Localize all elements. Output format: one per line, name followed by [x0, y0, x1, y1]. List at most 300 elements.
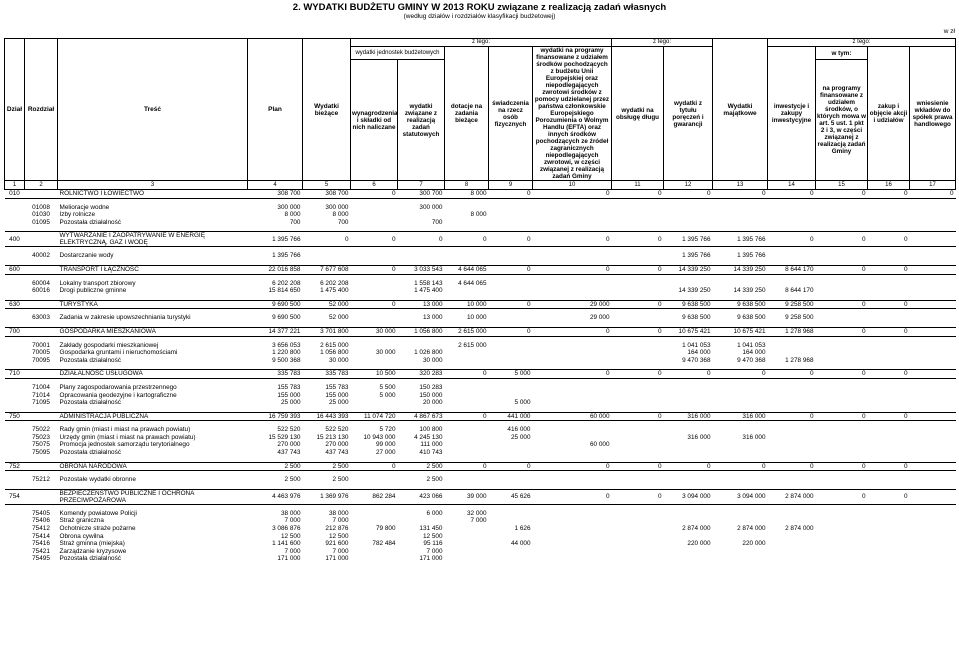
value-cell: 60 000: [533, 412, 612, 421]
header-z-tego-3: z tego:: [768, 39, 956, 47]
value-cell: 1 395 766: [713, 232, 768, 247]
dzial-cell: [5, 211, 25, 219]
column-number: 4: [248, 181, 303, 190]
value-cell: 14 339 250: [733, 287, 766, 295]
subsection-row: [5, 314, 956, 322]
tresc-cell: Lokalny transport zbiorowy: [59, 279, 136, 287]
value-cell: 16 759 393: [248, 412, 303, 421]
value-cell: 3 033 543: [398, 265, 445, 274]
value-cell: 4 644 065: [458, 279, 487, 287]
value-cell: 5 500: [379, 383, 396, 391]
value-cell: 0: [868, 232, 910, 247]
value-cell: 300 000: [277, 203, 301, 211]
value-cell: 12 500: [328, 532, 349, 540]
value-cell: 316 000: [664, 412, 713, 421]
value-cell: [868, 540, 910, 548]
value-cell: [713, 426, 768, 434]
dzial-cell: [5, 449, 25, 457]
value-cell: [445, 357, 489, 365]
dzial-cell: 600: [5, 265, 25, 274]
value-cell: [351, 357, 398, 365]
value-cell: 300 000: [419, 203, 443, 211]
value-cell: 3 656 053: [272, 341, 301, 349]
subsection-row: [5, 204, 956, 212]
rozdzial-cell: 75412: [32, 525, 50, 533]
value-cell: [816, 287, 868, 295]
dzial-cell: [5, 399, 25, 407]
value-cell: [533, 517, 612, 525]
value-cell: [489, 219, 533, 227]
value-cell: [713, 392, 768, 400]
value-cell: [533, 211, 612, 219]
value-cell: 38 000: [328, 509, 349, 517]
rozdzial-cell: 40002: [32, 252, 50, 260]
value-cell: 32 000: [466, 509, 487, 517]
value-cell: [612, 392, 664, 400]
dzial-cell: [5, 540, 25, 548]
value-cell: [910, 342, 956, 350]
value-cell: 9 638 500: [713, 300, 768, 309]
rozdzial-cell: [25, 232, 58, 247]
value-cell: [533, 349, 612, 357]
value-cell: [910, 399, 956, 407]
dzial-cell: [5, 533, 25, 541]
value-cell: 0: [816, 370, 868, 379]
value-cell: [910, 370, 956, 379]
dzial-cell: 400: [5, 232, 25, 247]
rozdzial-cell: 75416: [32, 540, 50, 548]
value-cell: [816, 211, 868, 219]
value-cell: [664, 548, 713, 556]
value-cell: 0: [612, 489, 664, 504]
value-cell: [612, 525, 664, 533]
value-cell: [868, 517, 910, 525]
value-cell: [816, 449, 868, 457]
value-cell: [868, 449, 910, 457]
value-cell: [910, 548, 956, 556]
value-cell: 0: [868, 190, 910, 199]
value-cell: [910, 412, 956, 421]
value-cell: 0: [612, 300, 664, 309]
rozdzial-cell: 75075: [32, 441, 50, 449]
value-cell: 7 000: [426, 547, 443, 555]
value-cell: [910, 489, 956, 504]
tresc-cell: DZIAŁALNOŚĆ USŁUGOWA: [58, 370, 248, 379]
value-cell: 0: [445, 462, 489, 471]
tresc-cell: Rady gmin (miast i miast na prawach powiatu): [59, 426, 191, 434]
section-row: [5, 370, 956, 379]
rozdzial-cell: [25, 370, 58, 379]
value-cell: 0: [768, 412, 816, 421]
value-cell: 423 066: [398, 489, 445, 504]
tresc-cell: Obrona cywilna: [59, 532, 104, 540]
dzial-cell: [5, 342, 25, 350]
value-cell: [713, 449, 768, 457]
value-cell: 7 000: [332, 547, 349, 555]
rozdzial-cell: 75095: [32, 449, 50, 457]
value-cell: 79 800: [375, 525, 396, 533]
value-cell: [868, 525, 910, 533]
value-cell: 0: [664, 462, 713, 471]
value-cell: [445, 349, 489, 357]
value-cell: 0: [398, 232, 445, 247]
tresc-cell: Straż graniczna: [59, 517, 104, 525]
dzial-cell: [5, 314, 25, 322]
value-cell: [612, 555, 664, 563]
value-cell: 2 874 000: [768, 489, 816, 504]
value-cell: [910, 426, 956, 434]
value-cell: [868, 384, 910, 392]
value-cell: [816, 280, 868, 288]
value-cell: [910, 219, 956, 227]
rozdzial-cell: [25, 300, 58, 309]
dzial-cell: [5, 426, 25, 434]
column-number: 3: [58, 181, 248, 190]
value-cell: [910, 211, 956, 219]
header-dotacje: dotacje na zadania bieżące: [445, 47, 489, 181]
rozdzial-cell: 63003: [32, 314, 50, 322]
header-z-tego-1: z tego:: [351, 39, 612, 47]
value-cell: [398, 342, 445, 350]
value-cell: 441 000: [489, 412, 533, 421]
value-cell: 5 720: [379, 426, 396, 434]
value-cell: 13 000: [422, 314, 443, 322]
value-cell: [489, 252, 533, 260]
rozdzial-cell: 71004: [32, 383, 50, 391]
header-tresc: Treść: [58, 39, 248, 181]
value-cell: [351, 399, 398, 407]
unit-label: w zł: [943, 28, 955, 35]
value-cell: 38 000: [280, 509, 301, 517]
value-cell: [910, 392, 956, 400]
value-cell: [533, 510, 612, 518]
value-cell: 3 701 800: [303, 327, 351, 336]
value-cell: 1 278 968: [768, 327, 816, 336]
value-cell: 155 000: [277, 391, 301, 399]
value-cell: [816, 441, 868, 449]
value-cell: [768, 384, 816, 392]
value-cell: [816, 392, 868, 400]
value-cell: [868, 280, 910, 288]
value-cell: 60 000: [589, 441, 610, 449]
value-cell: [713, 533, 768, 541]
value-cell: 212 876: [325, 525, 349, 533]
value-cell: 14 339 250: [664, 265, 713, 274]
value-cell: 0: [612, 232, 664, 247]
value-cell: [713, 399, 768, 407]
table-body: [5, 190, 956, 564]
header-programy-art5: na programy finansowane z udziałem środków, o których mowa w art. 5 ust. 1 pkt 2 i 3, w części związanej z realizacją zadań Gminy: [816, 60, 868, 181]
value-cell: 416 000: [507, 426, 531, 434]
value-cell: [868, 314, 910, 322]
rozdzial-cell: 01030: [32, 211, 50, 219]
value-cell: 14 339 250: [713, 265, 768, 274]
tresc-cell: Pozostała działalność: [59, 555, 121, 563]
value-cell: 99 000: [375, 441, 396, 449]
tresc-cell: Pozostała działalność: [59, 399, 121, 407]
value-cell: [868, 392, 910, 400]
value-cell: 30 000: [422, 356, 443, 364]
value-cell: [910, 533, 956, 541]
subsection-row: [5, 357, 956, 365]
subsection-row: [5, 342, 956, 350]
value-cell: 0: [868, 327, 910, 336]
subsection-row: [5, 517, 956, 525]
value-cell: [816, 434, 868, 442]
value-cell: [612, 548, 664, 556]
value-cell: [768, 204, 816, 212]
value-cell: 0: [351, 265, 398, 274]
value-cell: [768, 434, 816, 442]
tresc-cell: TRANSPORT I ŁĄCZNOŚĆ: [58, 265, 248, 274]
value-cell: [351, 533, 398, 541]
tresc-cell: Melioracje wodne: [59, 203, 110, 211]
value-cell: 25 000: [510, 433, 531, 441]
value-cell: 2 500: [426, 476, 443, 484]
dzial-cell: 754: [5, 489, 25, 504]
value-cell: [612, 252, 664, 260]
value-cell: [664, 399, 713, 407]
value-cell: [768, 252, 816, 260]
value-cell: 1 558 143: [414, 279, 443, 287]
header-zakup-akcji: zakup i objęcie akcji i udziałów: [868, 47, 910, 181]
value-cell: [910, 357, 956, 365]
column-number: 6: [351, 181, 398, 190]
rozdzial-cell: 75023: [32, 433, 50, 441]
value-cell: 0: [489, 265, 533, 274]
tresc-cell: Straż gminna (miejska): [59, 540, 125, 548]
rozdzial-cell: 71095: [32, 399, 50, 407]
value-cell: 308 700: [248, 190, 303, 199]
value-cell: 0: [533, 489, 612, 504]
value-cell: [612, 540, 664, 548]
value-cell: [868, 476, 910, 484]
value-cell: [910, 265, 956, 274]
value-cell: 1 278 968: [785, 356, 814, 364]
value-cell: [768, 349, 816, 357]
value-cell: [533, 449, 612, 457]
value-cell: [445, 548, 489, 556]
value-cell: 2 874 000: [682, 525, 711, 533]
value-cell: [768, 476, 816, 484]
column-number: 17: [910, 181, 956, 190]
value-cell: 0: [533, 265, 612, 274]
value-cell: [868, 426, 910, 434]
value-cell: 0: [612, 327, 664, 336]
dzial-cell: [5, 476, 25, 484]
value-cell: 0: [489, 462, 533, 471]
tresc-cell: Urzędy gmin (miast i miast na prawach powiatu): [59, 434, 196, 442]
value-cell: [768, 219, 816, 227]
value-cell: [910, 300, 956, 309]
value-cell: 155 000: [325, 391, 349, 399]
rozdzial-cell: 60004: [32, 279, 50, 287]
value-cell: [868, 510, 910, 518]
value-cell: [664, 555, 713, 563]
dzial-cell: [5, 287, 25, 295]
value-cell: 15 529 130: [268, 433, 301, 441]
value-cell: [533, 287, 612, 295]
value-cell: [612, 449, 664, 457]
value-cell: 1 041 053: [682, 341, 711, 349]
value-cell: [868, 533, 910, 541]
value-cell: [533, 342, 612, 350]
value-cell: [445, 476, 489, 484]
value-cell: 8 000: [332, 211, 349, 219]
value-cell: 0: [351, 300, 398, 309]
value-cell: 1 395 766: [272, 252, 301, 260]
value-cell: 29 000: [533, 300, 612, 309]
value-cell: [612, 287, 664, 295]
value-cell: 0: [816, 327, 868, 336]
value-cell: 171 000: [277, 555, 301, 563]
header-obsluga-dlugu: wydatki na obsługę długu: [612, 47, 664, 181]
value-cell: [489, 441, 533, 449]
value-cell: 27 000: [375, 449, 396, 457]
value-cell: 10 000: [466, 314, 487, 322]
column-number: 13: [713, 181, 768, 190]
value-cell: [868, 555, 910, 563]
value-cell: 2 615 000: [458, 341, 487, 349]
tresc-cell: Pozostałe wydatki obronne: [59, 476, 136, 484]
value-cell: 9 258 500: [785, 314, 814, 322]
value-cell: [398, 211, 445, 219]
value-cell: 9 638 500: [682, 314, 711, 322]
value-cell: 52 000: [303, 300, 351, 309]
value-cell: [910, 540, 956, 548]
value-cell: 9 690 500: [248, 300, 303, 309]
rozdzial-cell: [25, 190, 58, 199]
value-cell: [489, 287, 533, 295]
header-dzial: Dział: [5, 39, 25, 181]
value-cell: [713, 211, 768, 219]
value-cell: 171 000: [325, 555, 349, 563]
dzial-cell: 630: [5, 300, 25, 309]
subsection-row: [5, 510, 956, 518]
page-subtitle: (według działów i rozdziałów klasyfikacji budżetowej): [403, 13, 556, 20]
value-cell: [664, 219, 713, 227]
value-cell: 150 000: [419, 391, 443, 399]
value-cell: [664, 510, 713, 518]
value-cell: 12 500: [280, 532, 301, 540]
value-cell: 155 783: [277, 383, 301, 391]
value-cell: [768, 449, 816, 457]
value-cell: 0: [489, 327, 533, 336]
tresc-cell: GOSPODARKA MIESZKANIOWA: [58, 327, 248, 336]
value-cell: [713, 555, 768, 563]
value-cell: [351, 287, 398, 295]
dzial-cell: [5, 441, 25, 449]
value-cell: [351, 342, 398, 350]
value-cell: 14 339 250: [678, 287, 711, 295]
value-cell: 2 500: [303, 462, 351, 471]
tresc-cell: Izby rolnicze: [59, 211, 96, 219]
value-cell: [664, 533, 713, 541]
subsection-row: [5, 349, 956, 357]
column-numbers-row: [5, 181, 956, 190]
value-cell: [868, 357, 910, 365]
value-cell: 29 000: [589, 314, 610, 322]
tresc-cell: TURYSTYKA: [58, 300, 248, 309]
value-cell: 95 116: [423, 540, 443, 548]
value-cell: 522 520: [277, 426, 301, 434]
value-cell: 2 615 000: [320, 341, 349, 349]
dzial-cell: [5, 219, 25, 227]
value-cell: 1 056 800: [320, 349, 349, 357]
value-cell: 10 675 421: [664, 327, 713, 336]
value-cell: [816, 548, 868, 556]
value-cell: 45 626: [489, 489, 533, 504]
value-cell: [612, 349, 664, 357]
expenditure-table: [4, 38, 956, 563]
value-cell: [445, 219, 489, 227]
subsection-row: [5, 434, 956, 442]
value-cell: [612, 434, 664, 442]
value-cell: [910, 204, 956, 212]
value-cell: 4 867 673: [398, 412, 445, 421]
value-cell: 220 000: [742, 540, 766, 548]
value-cell: [816, 342, 868, 350]
value-cell: 30 000: [351, 327, 398, 336]
section-row: [5, 327, 956, 336]
value-cell: [664, 280, 713, 288]
tresc-cell: ROLNICTWO I ŁOWIECTWO: [58, 190, 248, 199]
value-cell: [351, 280, 398, 288]
value-cell: 8 644 170: [785, 287, 814, 295]
tresc-cell: Zarządzanie kryzysowe: [59, 547, 127, 555]
value-cell: 30 000: [375, 349, 396, 357]
header-w-tym: w tym:: [816, 47, 868, 60]
value-cell: 8 000: [470, 211, 487, 219]
value-cell: 15 213 130: [316, 433, 349, 441]
value-cell: 782 484: [372, 540, 396, 548]
value-cell: [768, 540, 816, 548]
value-cell: [533, 384, 612, 392]
value-cell: [816, 476, 868, 484]
value-cell: [533, 525, 612, 533]
value-cell: [612, 441, 664, 449]
rozdzial-cell: 75414: [32, 532, 50, 540]
value-cell: [868, 204, 910, 212]
value-cell: [489, 280, 533, 288]
value-cell: 0: [868, 412, 910, 421]
value-cell: [445, 384, 489, 392]
value-cell: 316 000: [742, 433, 766, 441]
value-cell: [910, 314, 956, 322]
value-cell: [351, 510, 398, 518]
value-cell: 1 026 800: [414, 349, 443, 357]
value-cell: [910, 441, 956, 449]
value-cell: [489, 211, 533, 219]
value-cell: [489, 384, 533, 392]
value-cell: [612, 476, 664, 484]
value-cell: [445, 399, 489, 407]
column-number: 2: [25, 181, 58, 190]
value-cell: [713, 548, 768, 556]
value-cell: [445, 434, 489, 442]
value-cell: [768, 517, 816, 525]
value-cell: 1 395 766: [248, 232, 303, 247]
value-cell: 0: [816, 232, 868, 247]
header-wydatki-biezace: Wydatki bieżące: [303, 39, 351, 181]
value-cell: 0: [816, 190, 868, 199]
value-cell: 164 000: [687, 349, 711, 357]
value-cell: 52 000: [328, 314, 349, 322]
value-cell: [664, 392, 713, 400]
tresc-cell: WYTWARZANIE I ZAOPATRYWANIE W ENERGIĘ ELEKTRYCZNĄ, GAZ I WODĘ: [58, 232, 248, 247]
value-cell: [351, 204, 398, 212]
value-cell: [868, 441, 910, 449]
